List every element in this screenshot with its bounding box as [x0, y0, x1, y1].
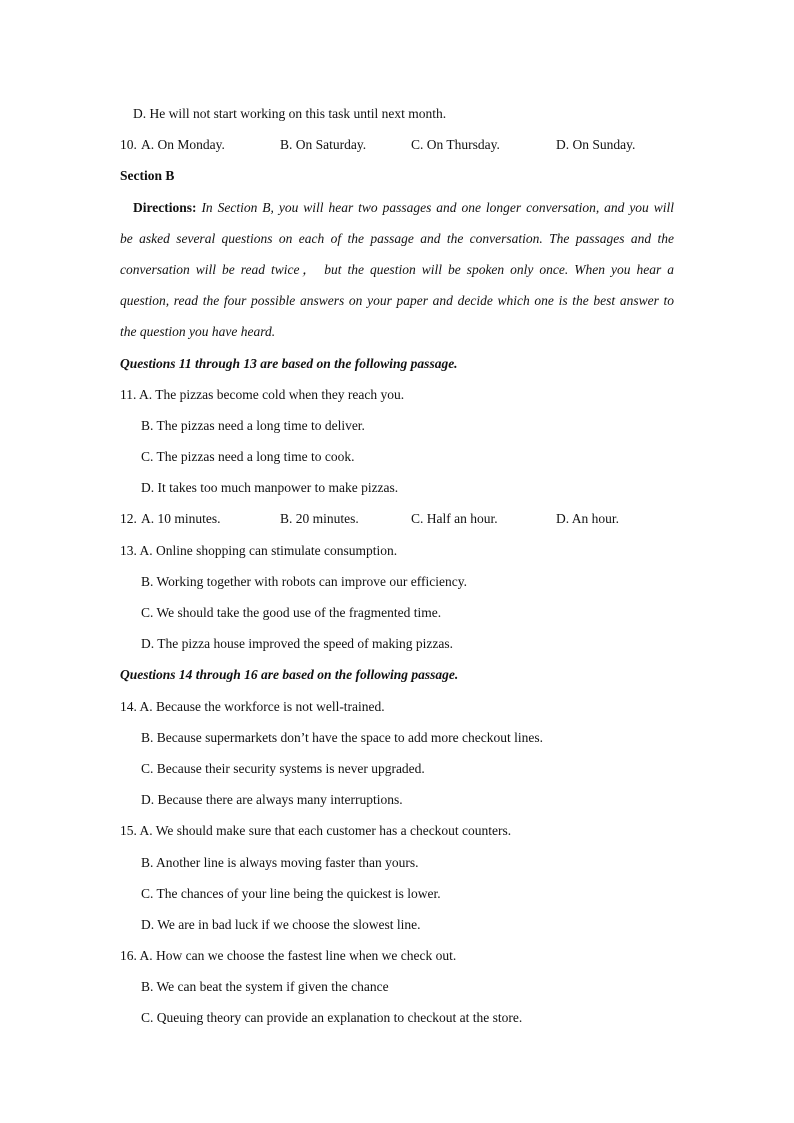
q10-option-c: C. On Thursday. [411, 137, 500, 153]
directions-label: Directions: [133, 199, 197, 215]
q10-number: 10. [120, 137, 137, 153]
q12-option-c: C. Half an hour. [411, 511, 498, 527]
q12-options-row [120, 503, 674, 534]
q14-option-a: 14. A. Because the workforce is not well-trained. [120, 698, 385, 714]
section-b-heading: Section B [120, 168, 175, 184]
q14-option-c: C. Because their security systems is never upgraded. [141, 760, 425, 776]
q11-option-b: B. The pizzas need a long time to deliver. [141, 417, 365, 433]
q13-option-a: 13. A. Online shopping can stimulate consumption. [120, 542, 398, 558]
q12-option-a: A. 10 minutes. [141, 511, 221, 527]
q15-option-c: C. The chances of your line being the quickest is lower. [141, 885, 441, 901]
group1-heading: Questions 11 through 13 are based on the following passage. [120, 355, 458, 371]
q14-option-b: B. Because supermarkets don’t have the space to add more checkout lines. [141, 729, 543, 745]
q12-option-b: B. 20 minutes. [280, 511, 359, 527]
q10-option-d: D. On Sunday. [556, 137, 636, 153]
q12-number: 12. [120, 511, 137, 527]
q15-option-b: B. Another line is always moving faster than yours. [141, 854, 419, 870]
directions-line-5: the question you have heard. [120, 324, 276, 340]
q11-option-a: 11. A. The pizzas become cold when they reach you. [120, 386, 405, 402]
directions-line-1 [120, 192, 674, 223]
q9-option-d: D. He will not start working on this task until next month. [133, 106, 447, 121]
q15-option-a: 15. A. We should make sure that each customer has a checkout counters. [120, 823, 512, 839]
q15-option-d: D. We are in bad luck if we choose the slowest line. [141, 916, 421, 932]
q10-option-a: A. On Monday. [141, 137, 225, 153]
q11-option-d: D. It takes too much manpower to make pizzas. [141, 480, 399, 496]
q16-option-b: B. We can beat the system if given the chance [141, 979, 389, 995]
q10-option-b: B. On Saturday. [280, 137, 367, 153]
q13-option-c: C. We should take the good use of the fragmented time. [141, 605, 442, 620]
q13-option-b: B. Working together with robots can improve our efficiency. [141, 573, 467, 589]
q10-options-row [120, 129, 674, 160]
exam-page [120, 98, 674, 1034]
q12-option-d: D. An hour. [556, 511, 620, 527]
q14-option-d: D. Because there are always many interruptions. [141, 792, 403, 808]
directions-line-2: be asked several questions on each of the passage and the conversation. The passages and the [120, 230, 674, 246]
directions-line-4: question, read the four possible answers on your paper and decide which one is the best answer to [120, 293, 674, 309]
q16-option-a: 16. A. How can we choose the fastest line when we check out. [120, 948, 457, 964]
group2-heading: Questions 14 through 16 are based on the following passage. [120, 667, 459, 683]
directions-line-3: conversation will be read twice， but the question will be spoken only once. When you hear a [120, 261, 674, 277]
q16-option-c: C. Queuing theory can provide an explanation to checkout at the store. [141, 1010, 523, 1026]
q13-option-d: D. The pizza house improved the speed of making pizzas. [141, 636, 454, 652]
q11-option-c: C. The pizzas need a long time to cook. [141, 449, 355, 465]
directions-text-1: In Section B, you will hear two passages and one longer conversation, and you will [201, 199, 674, 215]
